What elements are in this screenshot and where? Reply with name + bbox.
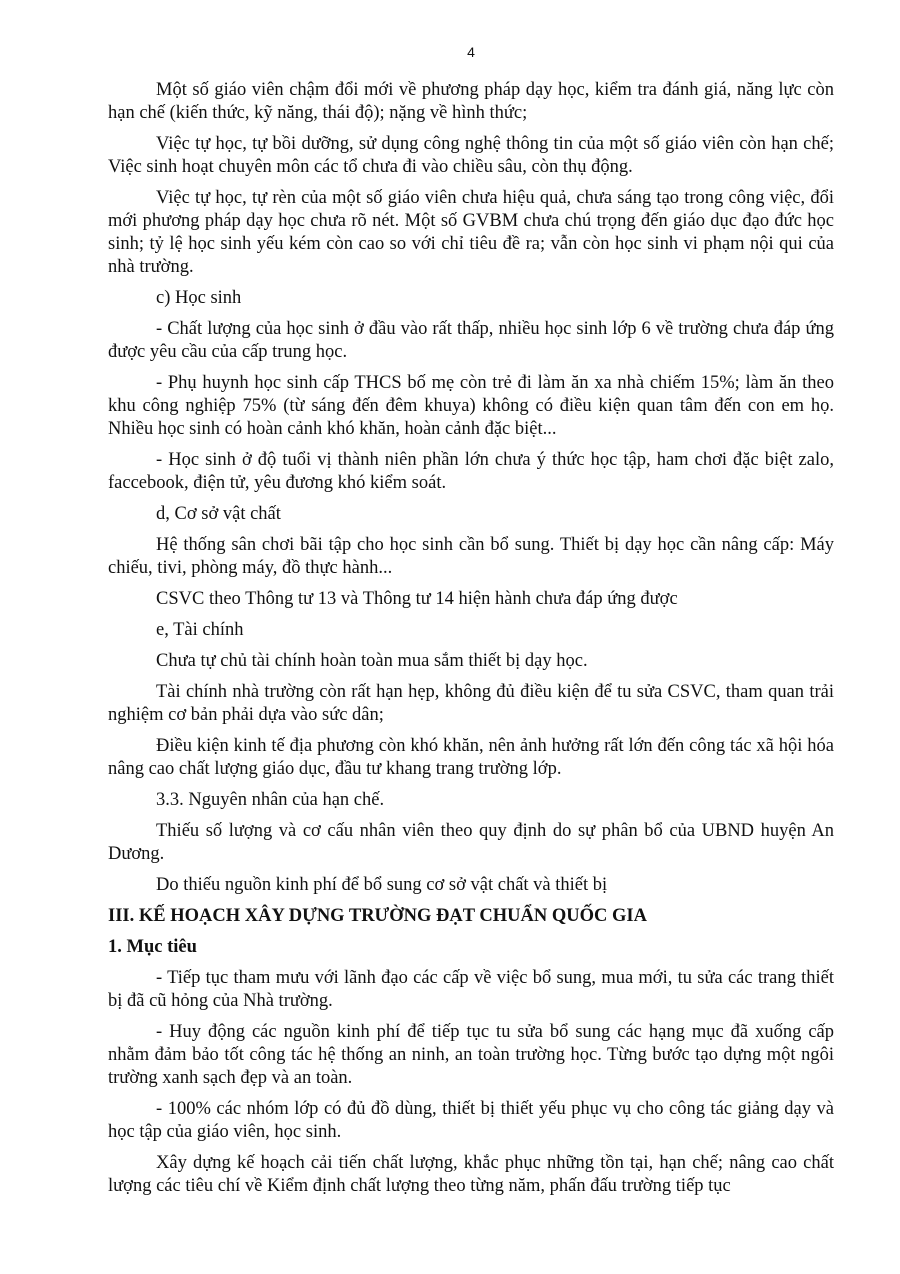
document-body bbox=[108, 79, 834, 1206]
paragraph: Việc tự học, tự rèn của một số giáo viên chưa hiệu quả, chưa sáng tạo trong công việc, đổi mới phương pháp dạy học chưa rõ nét. Một số GVBM chưa chú trọng đến giáo dục đạo đức học sinh; tỷ lệ học sinh yếu kém còn cao so với chỉ tiêu đề ra; vẫn còn học sinh vi phạm nội qui của nhà trường. bbox=[108, 188, 834, 277]
paragraph: - Phụ huynh học sinh cấp THCS bố mẹ còn trẻ đi làm ăn xa nhà chiếm 15%; làm ăn theo khu công nghiệp 75% (từ sáng đến đêm khuya) không có điều kiện quan tâm đến con em họ. Nhiều học sinh có hoàn cảnh khó khăn, hoàn cảnh đặc biệt... bbox=[108, 373, 834, 439]
subheading-hoc-sinh: c) Học sinh bbox=[156, 288, 242, 308]
paragraph: Điều kiện kinh tế địa phương còn khó khăn, nên ảnh hưởng rất lớn đến công tác xã hội hóa nâng cao chất lượng giáo dục, đầu tư khang trang trường lớp. bbox=[108, 736, 834, 779]
document-page bbox=[108, 0, 834, 1274]
section-heading: III. KẾ HOẠCH XÂY DỰNG TRƯỜNG ĐẠT CHUẨN QUỐC GIA bbox=[108, 906, 647, 926]
goal-item: Xây dựng kế hoạch cải tiến chất lượng, khắc phục những tồn tại, hạn chế; nâng cao chất lượng các tiêu chí về Kiểm định chất lượng theo từng năm, phấn đấu trường tiếp tục bbox=[108, 1153, 834, 1196]
goal-item: - Huy động các nguồn kinh phí để tiếp tục tu sửa bổ sung các hạng mục đã xuống cấp nhằm đảm bảo tốt công tác hệ thống an ninh, an toàn trường học. Từng bước tạo dựng một ngôi trường xanh sạch đẹp và an toàn. bbox=[108, 1022, 834, 1088]
paragraph: Việc tự học, tự bồi dưỡng, sử dụng công nghệ thông tin của một số giáo viên còn hạn chế; Việc sinh hoạt chuyên môn các tổ chưa đi vào chiều sâu, còn thụ động. bbox=[108, 134, 834, 177]
paragraph: Chưa tự chủ tài chính hoàn toàn mua sắm thiết bị dạy học. bbox=[156, 651, 588, 671]
subheading-nguyen-nhan: 3.3. Nguyên nhân của hạn chế. bbox=[156, 790, 385, 810]
subheading-tai-chinh: e, Tài chính bbox=[156, 620, 244, 640]
subheading-co-so-vat-chat: d, Cơ sở vật chất bbox=[156, 504, 281, 524]
page-number: 4 bbox=[467, 44, 475, 60]
paragraph: Hệ thống sân chơi bãi tập cho học sinh cần bổ sung. Thiết bị dạy học cần nâng cấp: Máy chiếu, tivi, phòng máy, đồ thực hành... bbox=[108, 535, 834, 578]
paragraph: Tài chính nhà trường còn rất hạn hẹp, không đủ điều kiện để tu sửa CSVC, tham quan trải nghiệm cơ bản phải dựa vào sức dân; bbox=[108, 682, 834, 725]
paragraph: CSVC theo Thông tư 13 và Thông tư 14 hiện hành chưa đáp ứng được bbox=[156, 589, 678, 609]
subsection-heading: 1. Mục tiêu bbox=[108, 937, 197, 957]
paragraph: - Học sinh ở độ tuổi vị thành niên phần lớn chưa ý thức học tập, ham chơi đặc biệt zalo, faccebook, điện tử, yêu đương khó kiểm soát. bbox=[108, 450, 834, 493]
goal-item: - 100% các nhóm lớp có đủ đồ dùng, thiết bị thiết yếu phục vụ cho công tác giảng dạy và học tập của giáo viên, học sinh. bbox=[108, 1099, 834, 1142]
paragraph: Thiếu số lượng và cơ cấu nhân viên theo quy định do sự phân bổ của UBND huyện An Dương. bbox=[108, 821, 834, 864]
paragraph: - Chất lượng của học sinh ở đầu vào rất thấp, nhiều học sinh lớp 6 về trường chưa đáp ứng được yêu cầu của cấp trung học. bbox=[108, 319, 834, 362]
paragraph: Do thiếu nguồn kinh phí để bổ sung cơ sở vật chất và thiết bị bbox=[156, 875, 608, 895]
goal-item: - Tiếp tục tham mưu với lãnh đạo các cấp về việc bổ sung, mua mới, tu sửa các trang thiết bị đã cũ hỏng của Nhà trường. bbox=[108, 968, 834, 1011]
paragraph: Một số giáo viên chậm đổi mới về phương pháp dạy học, kiểm tra đánh giá, năng lực còn hạn chế (kiến thức, kỹ năng, thái độ); nặng về hình thức; bbox=[108, 80, 834, 123]
